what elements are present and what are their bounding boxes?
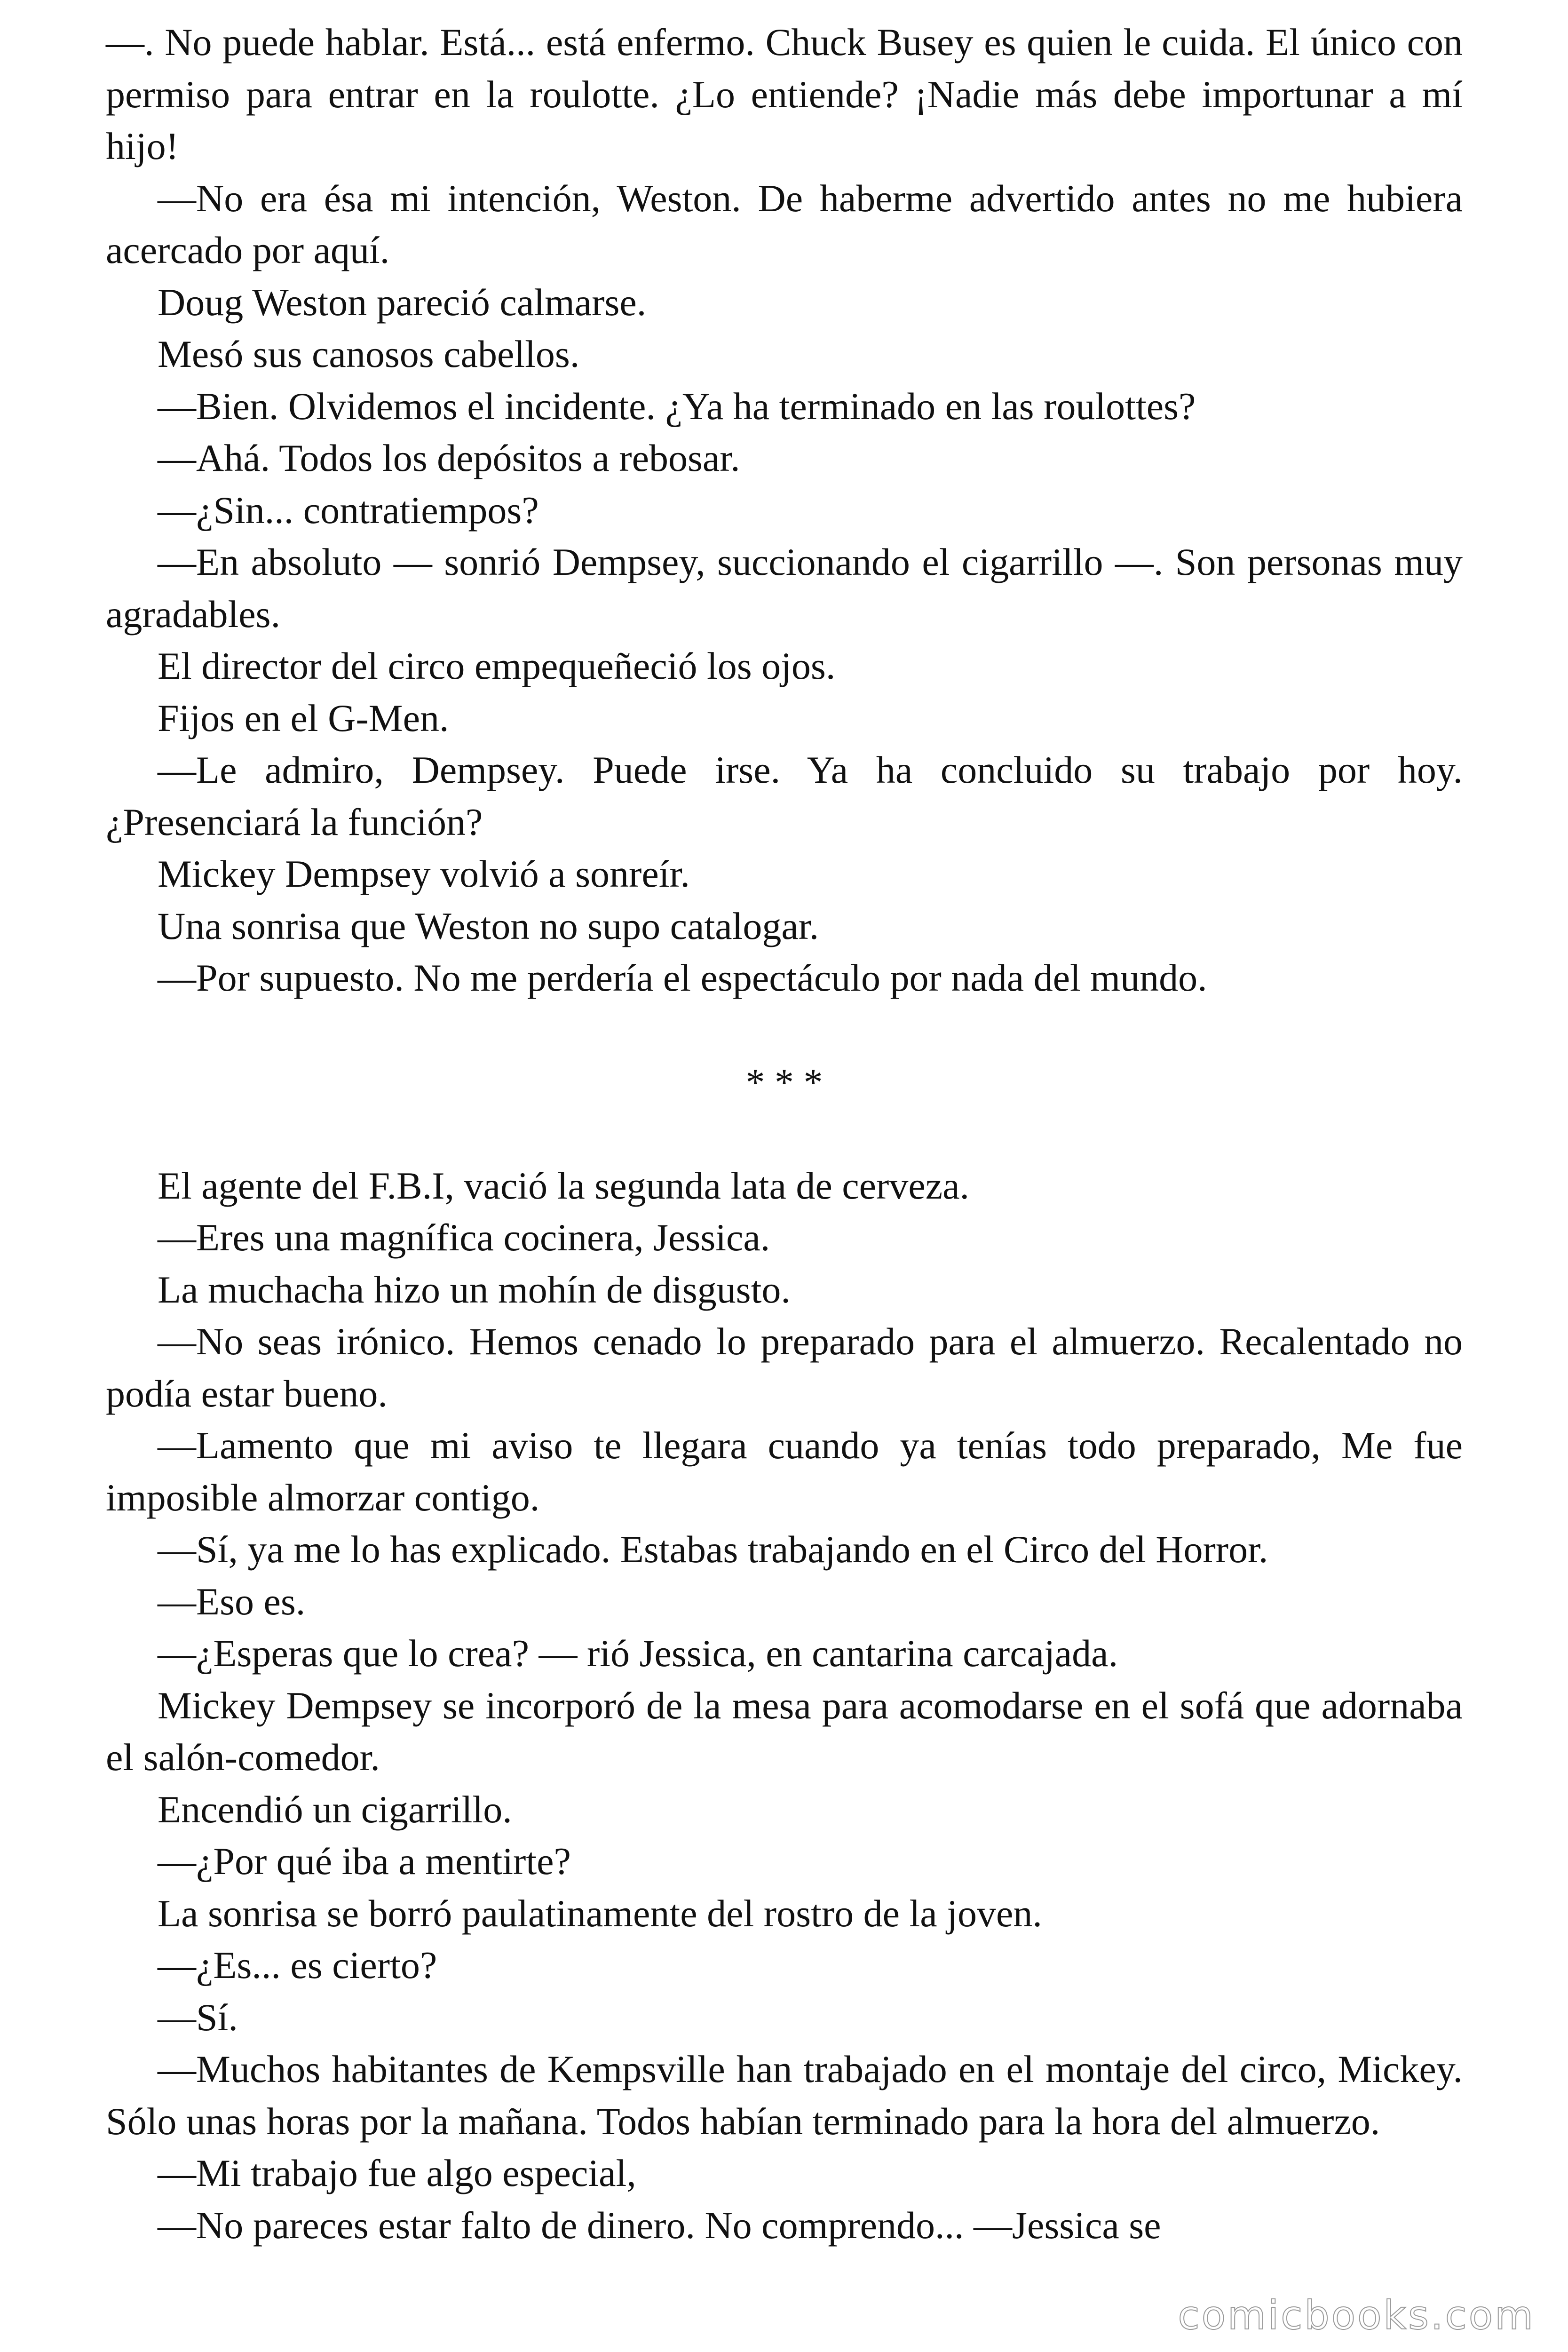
paragraph: —Por supuesto. No me perdería el espectáculo por nada del mundo. bbox=[158, 956, 1207, 999]
paragraph: El director del circo empequeñeció los ojos. bbox=[158, 644, 836, 687]
paragraph: —Lamento que mi aviso te llegara cuando ya tenías todo preparado, Me fue imposible almorzar contigo. bbox=[106, 1424, 1463, 1519]
paragraph: —Ahá. Todos los depósitos a rebosar. bbox=[158, 437, 740, 479]
paragraph: —Mi trabajo fue algo especial, bbox=[158, 2152, 636, 2194]
paragraph: Mesó sus canosos cabellos. bbox=[158, 333, 580, 375]
paragraph: El agente del F.B.I, vació la segunda lata de cerveza. bbox=[158, 1164, 970, 1207]
paragraph: Una sonrisa que Weston no supo catalogar. bbox=[158, 904, 819, 947]
paragraph: La sonrisa se borró paulatinamente del rostro de la joven. bbox=[158, 1891, 1042, 1935]
paragraph: Fijos en el G-Men. bbox=[158, 696, 449, 739]
paragraph: —Sí. bbox=[158, 1995, 238, 2039]
paragraph: —Eres una magnífica cocinera, Jessica. bbox=[158, 1216, 770, 1259]
paragraph: —No seas irónico. Hemos cenado lo preparado para el almuerzo. Recalentado no podía estar bueno. bbox=[106, 1320, 1463, 1415]
paragraph: Doug Weston pareció calmarse. bbox=[158, 280, 647, 324]
watermark-logo: comicbooks.com bbox=[1178, 2292, 1535, 2338]
paragraph: —Sí, ya me lo has explicado. Estabas trabajando en el Circo del Horror. bbox=[158, 1528, 1268, 1571]
paragraph: —¿Esperas que lo crea? — rió Jessica, en cantarina carcajada. bbox=[158, 1632, 1118, 1675]
paragraph: —Eso es. bbox=[158, 1580, 306, 1623]
section-separator: * * * bbox=[745, 1060, 823, 1104]
paragraph: Mickey Dempsey se incorporó de la mesa para acomodarse en el sofá que adornaba el salón-comedor. bbox=[106, 1684, 1463, 1779]
paragraph: —No era ésa mi intención, Weston. De haberme advertido antes no me hubiera acercado por aquí. bbox=[106, 176, 1463, 271]
book-page bbox=[106, 16, 1463, 2251]
paragraph: —No pareces estar falto de dinero. No comprendo... —Jessica se bbox=[158, 2203, 1161, 2247]
paragraph: Encendió un cigarrillo. bbox=[158, 1788, 512, 1831]
paragraph: —Le admiro, Dempsey. Puede irse. Ya ha concluido su trabajo por hoy. ¿Presenciará la función? bbox=[106, 748, 1463, 843]
paragraph: —En absoluto — sonrió Dempsey, succionando el cigarrillo —. Son personas muy agradables. bbox=[106, 540, 1463, 636]
paragraph: Mickey Dempsey volvió a sonreír. bbox=[158, 852, 690, 895]
paragraph: —Bien. Olvidemos el incidente. ¿Ya ha terminado en las roulottes? bbox=[158, 384, 1196, 428]
paragraph: —. No puede hablar. Está... está enfermo. Chuck Busey es quien le cuida. El único con permiso para entrar en la roulotte. ¿Lo entiende? ¡Nadie más debe importunar a mí hijo! bbox=[106, 21, 1463, 167]
paragraph: —Muchos habitantes de Kempsville han trabajado en el montaje del circo, Mickey. Sólo unas horas por la mañana. Todos habían terminado para la hora del almuerzo. bbox=[106, 2048, 1463, 2143]
paragraph: —¿Sin... contratiempos? bbox=[158, 488, 539, 532]
paragraph: —¿Por qué iba a mentirte? bbox=[158, 1840, 571, 1883]
paragraph: —¿Es... es cierto? bbox=[158, 1944, 437, 1986]
paragraph: La muchacha hizo un mohín de disgusto. bbox=[158, 1268, 791, 1311]
